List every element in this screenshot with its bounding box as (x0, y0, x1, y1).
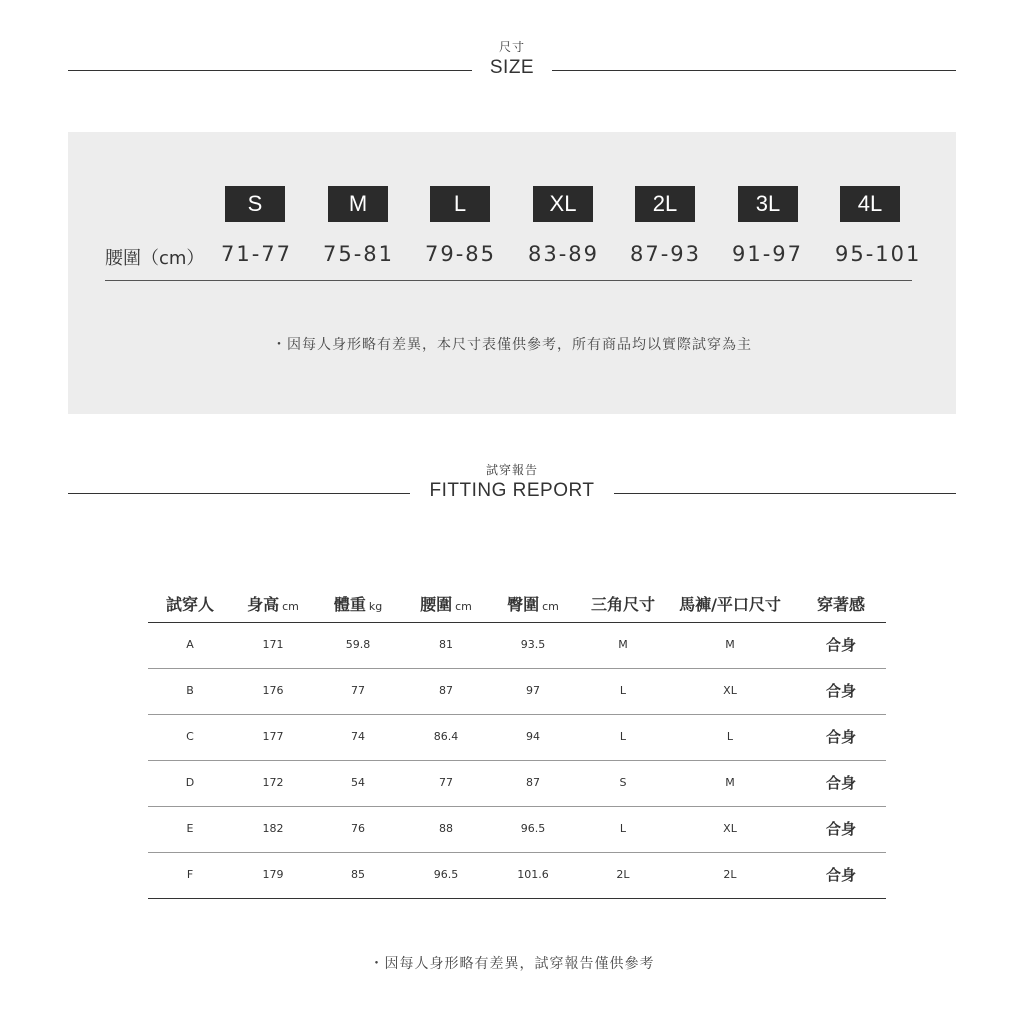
column-header-label: 臀圍 (507, 595, 540, 614)
column-header (817, 592, 865, 615)
column-header-label: 腰圍 (420, 595, 453, 614)
column-header (247, 592, 299, 615)
table-cell: 2L (723, 868, 737, 881)
fitting-section-heading (68, 461, 956, 506)
table-row (148, 761, 886, 807)
table-cell: F (186, 868, 194, 881)
table-cell: 77 (439, 776, 453, 789)
waist-value: 71-77 (221, 242, 293, 266)
column-header-label: 三角尺寸 (590, 595, 656, 614)
table-cell: 59.8 (345, 638, 371, 651)
fitting-report-table (148, 588, 886, 899)
column-header-label: 試穿人 (165, 595, 215, 614)
table-cell: 179 (262, 868, 284, 881)
table-row (148, 715, 886, 761)
table-cell: XL (723, 684, 737, 697)
column-header-unit: cm (542, 600, 559, 613)
table-cell: 177 (262, 730, 284, 743)
size-label-xl: XL (533, 186, 593, 222)
table-cell: 172 (262, 776, 284, 789)
table-cell: 合身 (825, 636, 857, 654)
waist-row (68, 242, 956, 272)
waist-value: 83-89 (528, 242, 600, 266)
table-cell: 97 (526, 684, 540, 697)
size-label-4l: 4L (840, 186, 900, 222)
table-cell: 2L (616, 868, 630, 881)
table-cell: 182 (262, 822, 284, 835)
table-cell: 94 (526, 730, 540, 743)
size-label-m: M (328, 186, 388, 222)
table-cell: 合身 (825, 728, 857, 746)
column-header-label: 身高 (247, 595, 280, 614)
size-chart-panel (68, 132, 956, 414)
table-cell: 合身 (825, 682, 857, 700)
size-label-3l: 3L (738, 186, 798, 222)
table-cell: M (725, 638, 735, 651)
size-title-zh: 尺寸 (498, 40, 525, 54)
column-header-label: 體重 (333, 595, 366, 614)
waist-label: 腰圍（cm） (105, 248, 205, 269)
table-cell: 54 (351, 776, 365, 789)
table-cell: 176 (262, 684, 284, 697)
column-header (507, 592, 559, 615)
column-header (334, 592, 382, 615)
table-cell: 81 (439, 638, 453, 651)
column-header (591, 592, 655, 615)
table-cell: C (186, 730, 194, 743)
table-cell: B (186, 684, 194, 697)
table-cell: E (186, 822, 194, 835)
table-cell: 171 (262, 638, 284, 651)
table-cell: 88 (439, 822, 453, 835)
table-cell: 合身 (825, 866, 857, 884)
size-table-divider (105, 280, 912, 281)
heading-divider-right (552, 70, 956, 71)
table-cell: 85 (351, 868, 365, 881)
table-header-row (148, 588, 886, 623)
table-body (148, 623, 886, 899)
table-cell: 合身 (825, 820, 857, 838)
column-header-unit: cm (455, 600, 472, 613)
fitting-note: ・因每人身形略有差異，試穿報告僅供參考 (369, 956, 655, 972)
size-label-l: L (430, 186, 490, 222)
table-row (148, 623, 886, 669)
table-cell: 96.5 (433, 868, 459, 881)
waist-value: 79-85 (425, 242, 497, 266)
size-label-row (68, 186, 956, 222)
column-header-label: 穿著感 (816, 595, 866, 614)
heading-divider-right (614, 493, 956, 494)
waist-value: 91-97 (732, 242, 804, 266)
table-cell: L (726, 730, 734, 743)
column-header (420, 592, 472, 615)
table-cell: S (619, 776, 627, 789)
size-label-s: S (225, 186, 285, 222)
table-cell: 96.5 (520, 822, 546, 835)
table-cell: L (619, 684, 627, 697)
column-header (679, 592, 781, 615)
table-cell: D (185, 776, 195, 789)
table-cell: 86.4 (433, 730, 459, 743)
table-cell: L (619, 730, 627, 743)
size-section-heading (68, 38, 956, 83)
fitting-title-en: FITTING REPORT (429, 480, 595, 501)
waist-value: 75-81 (323, 242, 395, 266)
table-cell: 93.5 (520, 638, 546, 651)
waist-value: 87-93 (630, 242, 702, 266)
size-note: ・因每人身形略有差異，本尺寸表僅供參考，所有商品均以實際試穿為主 (272, 337, 752, 353)
table-cell: XL (723, 822, 737, 835)
table-cell: A (186, 638, 194, 651)
waist-value: 95-101 (835, 242, 922, 266)
table-cell: M (725, 776, 735, 789)
size-title-en: SIZE (489, 57, 535, 78)
table-cell: 77 (351, 684, 365, 697)
table-row (148, 669, 886, 715)
table-cell: 101.6 (517, 868, 549, 881)
table-row (148, 853, 886, 899)
size-label-2l: 2L (635, 186, 695, 222)
table-cell: 合身 (825, 774, 857, 792)
table-cell: 76 (351, 822, 365, 835)
fitting-title-zh: 試穿報告 (485, 463, 538, 477)
column-header-unit: kg (368, 600, 383, 613)
table-cell: 87 (439, 684, 453, 697)
table-cell: M (618, 638, 628, 651)
table-row (148, 807, 886, 853)
column-header (166, 592, 214, 615)
table-cell: L (619, 822, 627, 835)
table-cell: 87 (526, 776, 540, 789)
column-header-label: 馬褲/平口尺寸 (679, 595, 781, 614)
column-header-unit: cm (282, 600, 299, 613)
table-cell: 74 (351, 730, 365, 743)
